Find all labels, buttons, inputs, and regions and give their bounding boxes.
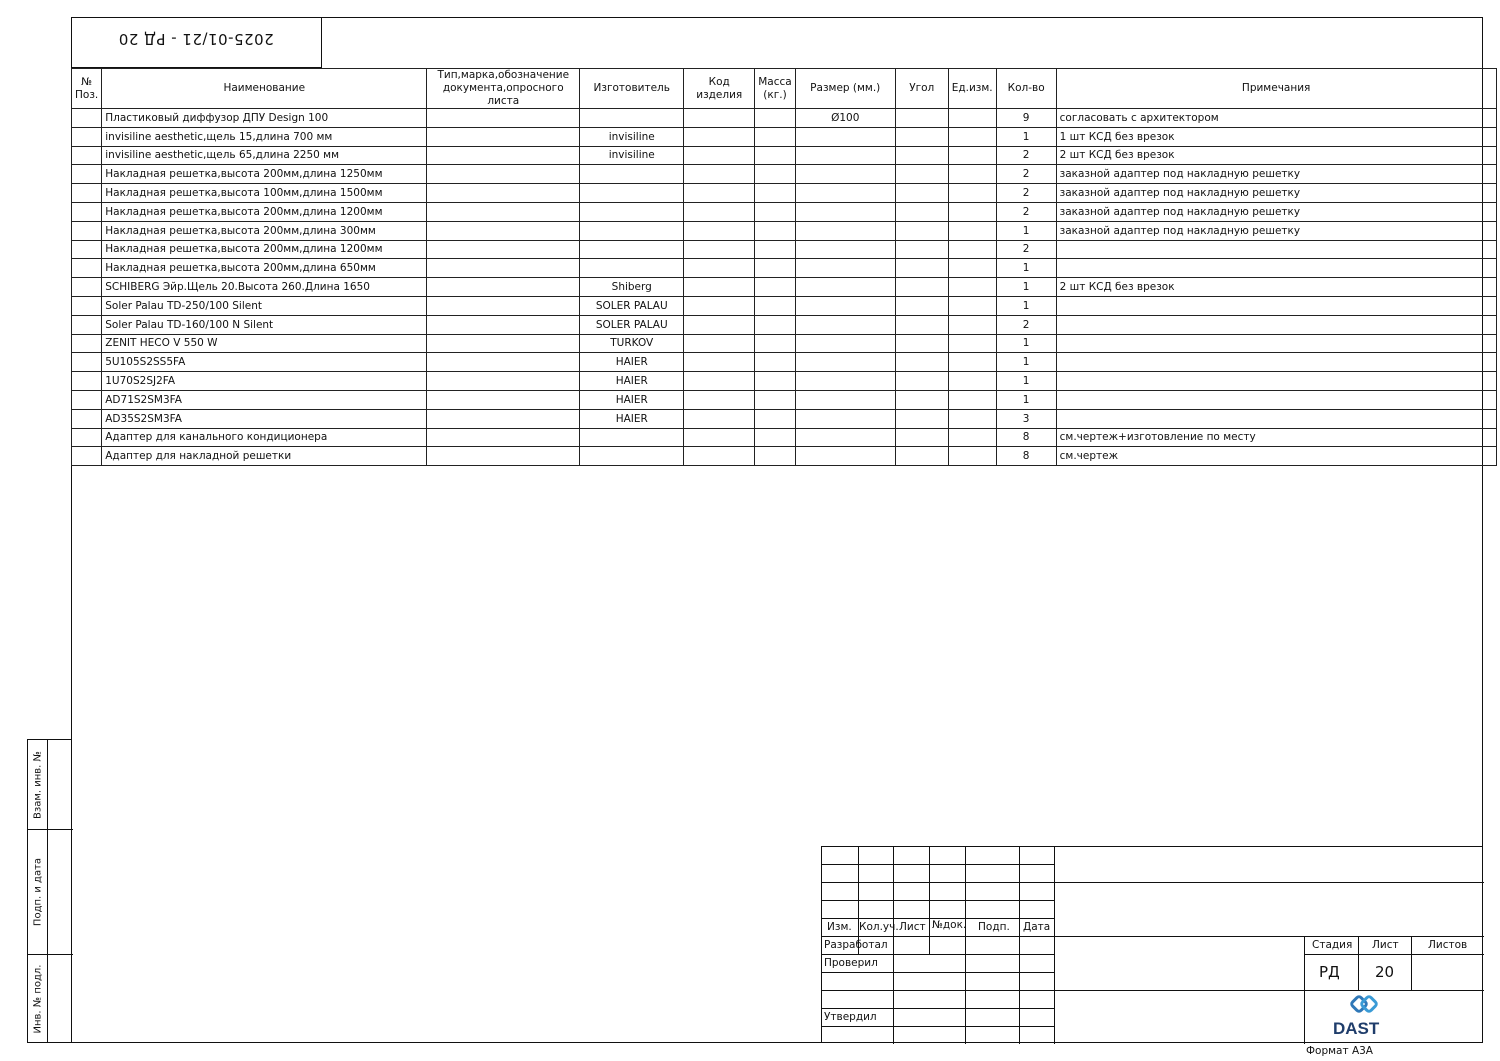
table-row xyxy=(72,127,1497,146)
table-cell xyxy=(948,240,996,259)
table-cell xyxy=(684,127,755,146)
table-cell: Soler Palau TD-250/100 Silent xyxy=(102,296,427,315)
table-cell xyxy=(72,202,102,221)
table-cell xyxy=(684,315,755,334)
table-cell xyxy=(795,390,895,409)
table-cell xyxy=(795,315,895,334)
table-cell xyxy=(755,221,795,240)
table-cell xyxy=(755,165,795,184)
table-cell xyxy=(427,372,580,391)
table-cell xyxy=(580,259,684,278)
table-cell xyxy=(795,447,895,466)
table-cell xyxy=(72,409,102,428)
table-cell xyxy=(948,353,996,372)
table-cell xyxy=(895,390,948,409)
table-cell xyxy=(795,165,895,184)
company-logo xyxy=(1327,995,1407,1039)
table-cell xyxy=(684,372,755,391)
specification-table xyxy=(71,68,1497,466)
table-cell xyxy=(948,259,996,278)
table-cell: 1 xyxy=(996,221,1056,240)
table-cell xyxy=(427,409,580,428)
table-cell xyxy=(895,296,948,315)
side-label: Инв. № подл. xyxy=(32,964,43,1033)
table-cell: AD71S2SM3FA xyxy=(102,390,427,409)
table-cell xyxy=(755,353,795,372)
table-cell xyxy=(948,146,996,165)
table-cell xyxy=(684,428,755,447)
table-cell: 9 xyxy=(996,109,1056,128)
table-cell xyxy=(795,372,895,391)
table-cell xyxy=(684,390,755,409)
table-cell xyxy=(72,372,102,391)
table-cell: invisiline xyxy=(580,127,684,146)
table-cell xyxy=(795,409,895,428)
logo-text: DAST xyxy=(1333,1019,1380,1038)
table-cell xyxy=(72,221,102,240)
table-cell: ZENIT HECO V 550 W xyxy=(102,334,427,353)
table-cell xyxy=(427,428,580,447)
table-cell xyxy=(72,390,102,409)
table-cell xyxy=(580,428,684,447)
column-header: Кол-во xyxy=(996,69,1056,109)
table-cell xyxy=(72,428,102,447)
table-cell xyxy=(1056,390,1496,409)
table-cell xyxy=(427,202,580,221)
table-row xyxy=(72,202,1497,221)
table-cell xyxy=(795,184,895,203)
table-cell xyxy=(684,202,755,221)
table-cell xyxy=(684,409,755,428)
table-cell xyxy=(580,165,684,184)
table-cell xyxy=(1056,353,1496,372)
table-cell xyxy=(72,334,102,353)
table-cell xyxy=(795,127,895,146)
table-row xyxy=(72,278,1497,297)
table-cell xyxy=(72,109,102,128)
table-cell: HAIER xyxy=(580,409,684,428)
table-cell: 3 xyxy=(996,409,1056,428)
table-cell: AD35S2SM3FA xyxy=(102,409,427,428)
table-cell: 2 xyxy=(996,240,1056,259)
table-cell: HAIER xyxy=(580,390,684,409)
table-cell: HAIER xyxy=(580,353,684,372)
table-cell: 2 xyxy=(996,146,1056,165)
table-cell: 1 xyxy=(996,259,1056,278)
table-cell xyxy=(755,334,795,353)
table-cell xyxy=(895,353,948,372)
table-cell xyxy=(895,409,948,428)
table-cell xyxy=(72,296,102,315)
table-cell: Накладная решетка,высота 200мм,длина 650мм xyxy=(102,259,427,278)
table-cell xyxy=(684,259,755,278)
table-cell xyxy=(948,334,996,353)
side-label: Взам. инв. № xyxy=(32,750,43,819)
table-cell xyxy=(684,240,755,259)
table-cell: Накладная решетка,высота 100мм,длина 1500мм xyxy=(102,184,427,203)
table-cell: 1 xyxy=(996,334,1056,353)
tb-col-header: Подп. xyxy=(978,921,1010,933)
table-cell xyxy=(755,184,795,203)
role-approved: Утвердил xyxy=(824,1011,877,1023)
table-cell xyxy=(948,390,996,409)
table-cell xyxy=(795,428,895,447)
table-cell xyxy=(795,278,895,297)
table-cell xyxy=(948,127,996,146)
column-header: Примечания xyxy=(1056,69,1496,109)
table-cell: Накладная решетка,высота 200мм,длина 1200мм xyxy=(102,240,427,259)
table-cell xyxy=(72,127,102,146)
tb-col-header: №док. xyxy=(932,919,967,931)
table-cell xyxy=(580,109,684,128)
table-cell xyxy=(755,428,795,447)
stage-value: РД xyxy=(1319,963,1340,981)
table-cell xyxy=(795,296,895,315)
table-cell xyxy=(1056,315,1496,334)
table-cell: см.чертеж xyxy=(1056,447,1496,466)
table-cell: invisiline xyxy=(580,146,684,165)
table-cell xyxy=(895,221,948,240)
table-cell xyxy=(795,146,895,165)
table-cell xyxy=(755,109,795,128)
table-cell xyxy=(895,202,948,221)
table-cell xyxy=(72,165,102,184)
table-row xyxy=(72,315,1497,334)
table-cell xyxy=(895,184,948,203)
column-header: Тип,марка,обозначение документа,опросного листа xyxy=(427,69,580,109)
table-cell xyxy=(427,240,580,259)
table-row xyxy=(72,184,1497,203)
table-cell xyxy=(948,315,996,334)
table-cell xyxy=(795,240,895,259)
table-row xyxy=(72,390,1497,409)
table-cell xyxy=(580,202,684,221)
table-cell xyxy=(580,447,684,466)
table-cell xyxy=(895,278,948,297)
table-cell xyxy=(755,240,795,259)
table-cell xyxy=(755,390,795,409)
table-cell xyxy=(684,278,755,297)
table-cell xyxy=(895,240,948,259)
table-cell xyxy=(1056,259,1496,278)
table-cell xyxy=(895,165,948,184)
title-block xyxy=(821,846,1483,1043)
table-cell xyxy=(755,127,795,146)
table-cell xyxy=(895,315,948,334)
table-cell: 1 xyxy=(996,278,1056,297)
document-code-stamp xyxy=(71,17,322,68)
side-cell-sign-date xyxy=(28,830,73,955)
table-cell xyxy=(795,353,895,372)
table-cell xyxy=(948,428,996,447)
table-cell xyxy=(684,146,755,165)
role-developed: Разработал xyxy=(824,939,888,951)
table-cell xyxy=(948,372,996,391)
table-cell xyxy=(755,278,795,297)
table-cell xyxy=(948,221,996,240)
table-cell: SOLER PALAU xyxy=(580,296,684,315)
table-cell: 1 xyxy=(996,372,1056,391)
column-header: Код изделия xyxy=(684,69,755,109)
table-cell xyxy=(684,109,755,128)
table-cell xyxy=(1056,409,1496,428)
table-cell xyxy=(580,221,684,240)
table-cell: Накладная решетка,высота 200мм,длина 1250мм xyxy=(102,165,427,184)
table-cell xyxy=(427,221,580,240)
side-cell-inv-original xyxy=(28,955,73,1042)
table-cell: Адаптер для накладной решетки xyxy=(102,447,427,466)
table-cell xyxy=(427,259,580,278)
sheet-header: Лист xyxy=(1372,939,1399,951)
table-row xyxy=(72,428,1497,447)
table-cell: 1 xyxy=(996,296,1056,315)
table-cell xyxy=(755,409,795,428)
table-cell: 2 шт КСД без врезок xyxy=(1056,278,1496,297)
table-cell xyxy=(948,296,996,315)
table-row xyxy=(72,240,1497,259)
table-cell xyxy=(72,184,102,203)
table-cell: 2 xyxy=(996,165,1056,184)
table-cell: 8 xyxy=(996,447,1056,466)
table-cell: 2 шт КСД без врезок xyxy=(1056,146,1496,165)
stage-header: Стадия xyxy=(1312,939,1353,951)
table-cell xyxy=(948,184,996,203)
sheets-header: Листов xyxy=(1428,939,1468,951)
table-cell xyxy=(684,353,755,372)
table-cell xyxy=(684,447,755,466)
table-row xyxy=(72,259,1497,278)
table-cell: invisiline aesthetic,щель 15,длина 700 мм xyxy=(102,127,427,146)
table-cell xyxy=(427,165,580,184)
column-header: Размер (мм.) xyxy=(795,69,895,109)
table-row xyxy=(72,353,1497,372)
table-cell: 2 xyxy=(996,202,1056,221)
table-cell xyxy=(684,165,755,184)
table-cell xyxy=(1056,296,1496,315)
table-cell xyxy=(72,146,102,165)
table-cell: 1U70S2SJ2FA xyxy=(102,372,427,391)
table-cell: Накладная решетка,высота 200мм,длина 300мм xyxy=(102,221,427,240)
table-cell xyxy=(755,315,795,334)
table-cell xyxy=(895,127,948,146)
column-header: Изготовитель xyxy=(580,69,684,109)
table-cell xyxy=(427,278,580,297)
table-cell: SCHIBERG Эйр.Щель 20.Высота 260.Длина 1650 xyxy=(102,278,427,297)
table-cell xyxy=(948,109,996,128)
table-cell xyxy=(795,334,895,353)
table-cell xyxy=(1056,240,1496,259)
table-row xyxy=(72,165,1497,184)
table-cell xyxy=(427,353,580,372)
table-cell: SOLER PALAU xyxy=(580,315,684,334)
table-cell: Адаптер для канального кондиционера xyxy=(102,428,427,447)
table-cell: 1 шт КСД без врезок xyxy=(1056,127,1496,146)
table-cell: 1 xyxy=(996,127,1056,146)
table-cell xyxy=(72,278,102,297)
table-row xyxy=(72,109,1497,128)
table-cell xyxy=(755,372,795,391)
column-header: Угол xyxy=(895,69,948,109)
table-cell xyxy=(684,334,755,353)
table-cell xyxy=(427,447,580,466)
table-cell xyxy=(72,240,102,259)
table-cell xyxy=(948,447,996,466)
table-cell xyxy=(427,146,580,165)
table-cell xyxy=(427,296,580,315)
side-stamp xyxy=(27,739,72,1043)
table-cell xyxy=(895,146,948,165)
table-cell: Shiberg xyxy=(580,278,684,297)
tb-col-header: Лист xyxy=(899,921,926,933)
table-cell xyxy=(895,334,948,353)
table-cell: заказной адаптер под накладную решетку xyxy=(1056,165,1496,184)
sheet-value: 20 xyxy=(1375,963,1395,981)
table-cell: invisiline aesthetic,щель 65,длина 2250 мм xyxy=(102,146,427,165)
table-cell xyxy=(684,184,755,203)
table-cell: 1 xyxy=(996,390,1056,409)
table-cell xyxy=(580,240,684,259)
table-cell xyxy=(72,315,102,334)
table-cell xyxy=(1056,334,1496,353)
table-cell xyxy=(755,259,795,278)
table-cell xyxy=(684,221,755,240)
role-checked: Проверил xyxy=(824,957,878,969)
table-row xyxy=(72,372,1497,391)
table-cell xyxy=(755,296,795,315)
table-cell: HAIER xyxy=(580,372,684,391)
table-header-row xyxy=(72,69,1497,109)
table-cell: заказной адаптер под накладную решетку xyxy=(1056,184,1496,203)
table-cell xyxy=(1056,372,1496,391)
table-cell xyxy=(895,109,948,128)
table-cell xyxy=(427,109,580,128)
table-cell: 2 xyxy=(996,184,1056,203)
table-cell xyxy=(895,259,948,278)
table-row xyxy=(72,296,1497,315)
table-cell xyxy=(795,259,895,278)
table-cell: Пластиковый диффузор ДПУ Design 100 xyxy=(102,109,427,128)
table-cell xyxy=(948,409,996,428)
table-cell xyxy=(895,372,948,391)
table-cell xyxy=(580,184,684,203)
table-cell: 8 xyxy=(996,428,1056,447)
column-header: № Поз. xyxy=(72,69,102,109)
table-cell xyxy=(72,447,102,466)
table-cell xyxy=(895,447,948,466)
format-label: Формат А3А xyxy=(1306,1045,1373,1057)
table-cell xyxy=(427,334,580,353)
column-header: Ед.изм. xyxy=(948,69,996,109)
table-cell xyxy=(72,353,102,372)
table-cell: 5U105S2SS5FA xyxy=(102,353,427,372)
table-cell: 2 xyxy=(996,315,1056,334)
table-cell xyxy=(755,447,795,466)
table-cell: Soler Palau TD-160/100 N Silent xyxy=(102,315,427,334)
side-cell-replace-inv xyxy=(28,740,73,830)
table-cell: Накладная решетка,высота 200мм,длина 1200мм xyxy=(102,202,427,221)
table-cell xyxy=(427,127,580,146)
table-cell xyxy=(948,278,996,297)
column-header: Масса (кг.) xyxy=(755,69,795,109)
side-label: Подп. и дата xyxy=(32,857,43,927)
table-cell xyxy=(948,202,996,221)
column-header: Наименование xyxy=(102,69,427,109)
table-cell xyxy=(427,184,580,203)
table-cell xyxy=(795,202,895,221)
tb-col-header: Изм. xyxy=(827,921,852,933)
document-code: 2025-01/21 - РД 20 xyxy=(118,30,274,48)
table-row xyxy=(72,221,1497,240)
table-cell xyxy=(755,146,795,165)
table-cell: заказной адаптер под накладную решетку xyxy=(1056,221,1496,240)
table-cell xyxy=(795,221,895,240)
table-cell xyxy=(427,390,580,409)
table-cell xyxy=(427,315,580,334)
table-cell: см.чертеж+изготовление по месту xyxy=(1056,428,1496,447)
table-row xyxy=(72,447,1497,466)
table-row xyxy=(72,146,1497,165)
tb-col-header: Дата xyxy=(1023,921,1051,933)
table-cell xyxy=(684,296,755,315)
table-cell: заказной адаптер под накладную решетку xyxy=(1056,202,1496,221)
table-cell: согласовать с архитектором xyxy=(1056,109,1496,128)
table-row xyxy=(72,409,1497,428)
table-cell: 1 xyxy=(996,353,1056,372)
table-cell xyxy=(755,202,795,221)
table-row xyxy=(72,334,1497,353)
tb-col-header: Кол.уч. xyxy=(859,921,899,933)
table-cell: TURKOV xyxy=(580,334,684,353)
table-cell xyxy=(72,259,102,278)
table-cell xyxy=(948,165,996,184)
table-cell xyxy=(895,428,948,447)
table-cell: Ø100 xyxy=(795,109,895,128)
